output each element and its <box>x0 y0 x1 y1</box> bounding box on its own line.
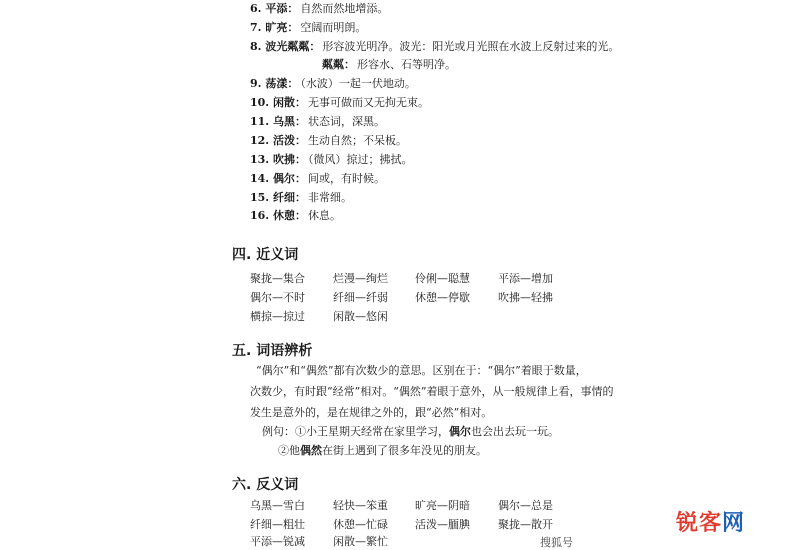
antonym-pair: 活泼—腼腆 <box>415 518 470 531</box>
antonym-pair: 轻快—笨重 <box>333 499 388 512</box>
definition-item: 8. 波光粼粼： 形容波光明净。波光：阳光或月光照在水波上反射过来的光。 <box>250 40 620 53</box>
definition-item: 10. 闲散： 无事可做而又无拘无束。 <box>250 96 429 109</box>
analysis-line: 次数少，有时跟“经常”相对。“偶然”着眼于意外，从一般规律上看，事情的 <box>250 385 614 398</box>
definition-item: 15. 纤细： 非常细。 <box>250 191 352 204</box>
definition-item: 11. 乌黑： 状态词，深黑。 <box>250 115 385 128</box>
site-watermark-logo: 锐客网 <box>676 511 746 536</box>
antonym-pair: 旷亮—阴暗 <box>415 499 470 512</box>
synonym-pair: 横掠—掠过 <box>250 310 305 323</box>
example-sentence-2: ②他偶然在街上遇到了很多年没见的朋友。 <box>278 444 487 457</box>
definition-item: 16. 休憩： 休息。 <box>250 209 341 222</box>
synonym-pair: 吹拂—轻拂 <box>498 291 553 304</box>
definition-item: 12. 活泼： 生动自然；不呆板。 <box>250 134 407 147</box>
antonyms-heading: 六. 反义词 <box>232 477 299 493</box>
antonym-pair: 平添—锐减 <box>250 535 305 548</box>
synonym-pair: 平添—增加 <box>498 272 553 285</box>
antonym-pair: 闲散—繁忙 <box>333 535 388 548</box>
definition-item: 9. 荡漾： （水波）一起一伏地动。 <box>250 77 416 90</box>
antonym-pair: 偶尔—总是 <box>498 499 553 512</box>
antonym-pair: 乌黑—雪白 <box>250 499 305 512</box>
definition-item: 14. 偶尔： 间或，有时候。 <box>250 172 385 185</box>
definition-item: 7. 旷亮： 空阔而明朗。 <box>250 21 367 34</box>
example-sentence-1: 例句：①小王星期天经常在家里学习，偶尔也会出去玩一玩。 <box>262 425 559 438</box>
analysis-line: 发生是意外的，是在规律之外的，跟“必然”相对。 <box>250 406 493 419</box>
synonym-pair: 闲散—悠闲 <box>333 310 388 323</box>
analysis-heading: 五. 词语辨析 <box>232 343 313 359</box>
synonym-pair: 伶俐—聪慧 <box>415 272 470 285</box>
synonym-pair: 烂漫—绚烂 <box>333 272 388 285</box>
synonym-pair: 聚拢—集合 <box>250 272 305 285</box>
synonym-pair: 纤细—纤弱 <box>333 291 388 304</box>
synonyms-heading: 四. 近义词 <box>232 247 299 263</box>
synonym-pair: 休憩—停歇 <box>415 291 470 304</box>
synonym-pair: 偶尔—不时 <box>250 291 305 304</box>
definition-item: 13. 吹拂： （微风）掠过；拂拭。 <box>250 153 413 166</box>
analysis-line: “偶尔”和“偶然”都有次数少的意思。区别在于：“偶尔”着眼于数量， <box>256 364 587 377</box>
definition-item: 6. 平添： 自然而然地增添。 <box>250 2 389 15</box>
definition-subitem: 粼粼： 形容水、石等明净。 <box>322 58 456 71</box>
antonym-pair: 休憩—忙碌 <box>333 518 388 531</box>
antonym-pair: 聚拢—散开 <box>498 518 553 531</box>
footer-watermark: 搜狐号 <box>540 536 573 549</box>
antonym-pair: 纤细—粗壮 <box>250 518 305 531</box>
